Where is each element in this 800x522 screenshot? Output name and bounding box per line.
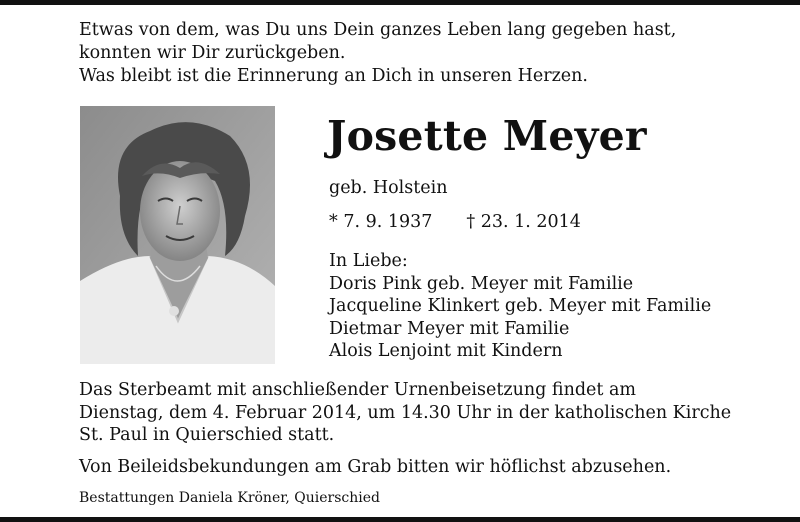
ceremony-line: Das Sterbeamt mit anschließender Urnenbeisetzung findet am [79, 380, 637, 400]
intro-line: Was bleibt ist die Erinnerung an Dich in unseren Herzen. [79, 66, 588, 86]
life-dates [329, 211, 581, 233]
mourners-heading: In Liebe: [329, 251, 408, 271]
death-date: † 23. 1. 2014 [466, 212, 581, 232]
mourner-item: Jacqueline Klinkert geb. Meyer mit Familie [329, 296, 712, 316]
ceremony-line: St. Paul in Quierschied statt. [79, 425, 335, 445]
birth-date: * 7. 9. 1937 [329, 212, 433, 232]
mourner-item: Alois Lenjoint mit Kindern [329, 341, 563, 361]
portrait-photo [80, 106, 275, 364]
mourner-item: Doris Pink geb. Meyer mit Familie [329, 273, 634, 294]
portrait-image [80, 106, 275, 364]
intro-line: Etwas von dem, was Du uns Dein ganzes Leben lang gegeben hast, [79, 20, 677, 40]
undertaker-credit: Bestattungen Daniela Kröner, Quierschied [79, 490, 381, 506]
intro-line: konnten wir Dir zurückgeben. [79, 43, 346, 63]
deceased-name: Josette Meyer [327, 112, 647, 160]
ceremony-line: Dienstag, dem 4. Februar 2014, um 14.30 Uhr in der katholischen Kirche [79, 402, 732, 423]
intro-verse [79, 19, 676, 88]
mourner-item: Dietmar Meyer mit Familie [329, 318, 570, 339]
condolence-request: Von Beileidsbekundungen am Grab bitten wir höflichst abzusehen. [79, 457, 672, 477]
ceremony-info [79, 379, 731, 447]
born-name: geb. Holstein [329, 178, 448, 198]
mourners-list [329, 250, 711, 363]
